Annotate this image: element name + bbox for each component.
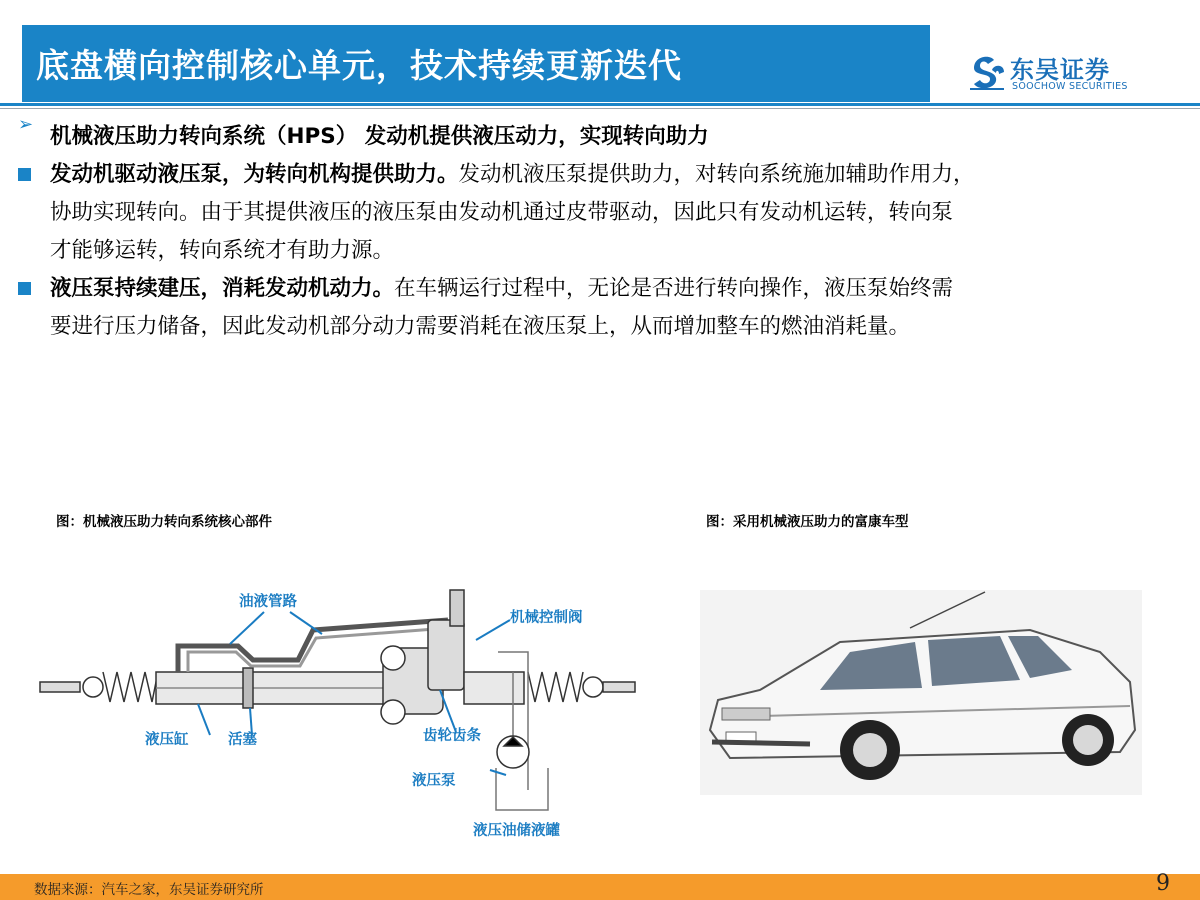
data-source: 数据来源：汽车之家，东吴证券研究所 [34, 882, 264, 898]
page-title: 底盘横向控制核心单元，技术持续更新迭代 [36, 46, 682, 85]
heading-row [18, 114, 1186, 156]
car-image [700, 590, 1142, 795]
figure-caption-left: 图：机械液压助力转向系统核心部件 [56, 514, 272, 530]
label-oil-pipes: 油液管路 [239, 594, 297, 610]
scs-logo-icon [968, 50, 1006, 94]
label-rack-pinion: 齿轮齿条 [423, 728, 481, 744]
arrow-bullet-icon: ➢ [18, 114, 34, 135]
label-hydraulic-pump: 液压泵 [412, 773, 456, 789]
square-bullet-icon [18, 168, 31, 181]
bullet-text: 要进行压力储备，因此发动机部分动力需要消耗在液压泵上，从而增加整车的燃油消耗量。 [50, 314, 911, 339]
title-bar [22, 25, 930, 102]
section-heading: 机械液压助力转向系统（HPS） 发动机提供液压动力，实现转向助力 [50, 124, 709, 149]
bullet-bold: 发动机驱动液压泵，为转向机构提供助力。 [50, 162, 459, 187]
citroen-fukang-car-icon [700, 590, 1142, 795]
bullet-text: 才能够运转，转向系统才有助力源。 [50, 238, 395, 263]
square-bullet-icon [18, 282, 31, 295]
header-rule [0, 103, 1200, 106]
steering-rack-illustration [38, 560, 638, 860]
label-piston: 活塞 [228, 732, 257, 748]
page-number: 9 [1156, 871, 1170, 896]
logo-name-en: SOOCHOW SECURITIES [1012, 81, 1128, 92]
label-hydraulic-cylinder: 液压缸 [145, 732, 189, 748]
label-oil-reservoir: 液压油储液罐 [473, 823, 560, 839]
label-control-valve: 机械控制阀 [510, 610, 583, 626]
bullet-text: 协助实现转向。由于其提供液压的液压泵由发动机通过皮带驱动，因此只有发动机运转，转向泵 [50, 200, 954, 225]
bullet-text: 发动机液压泵提供助力，对转向系统施加辅助作用力， [458, 162, 975, 187]
header-rule-thin [0, 108, 1200, 109]
figure-caption-right: 图：采用机械液压助力的富康车型 [706, 514, 909, 530]
bullet-item [18, 156, 1186, 270]
logo-name-cn: 东吴证券 [1010, 56, 1110, 84]
bullet-text: 在车辆运行过程中，无论是否进行转向操作，液压泵始终需 [394, 276, 954, 301]
bullet-item [18, 270, 1186, 346]
content-block [18, 114, 1186, 346]
bullet-bold: 液压泵持续建压，消耗发动机动力。 [50, 276, 395, 301]
company-logo [968, 48, 1168, 98]
steering-diagram [38, 560, 638, 860]
